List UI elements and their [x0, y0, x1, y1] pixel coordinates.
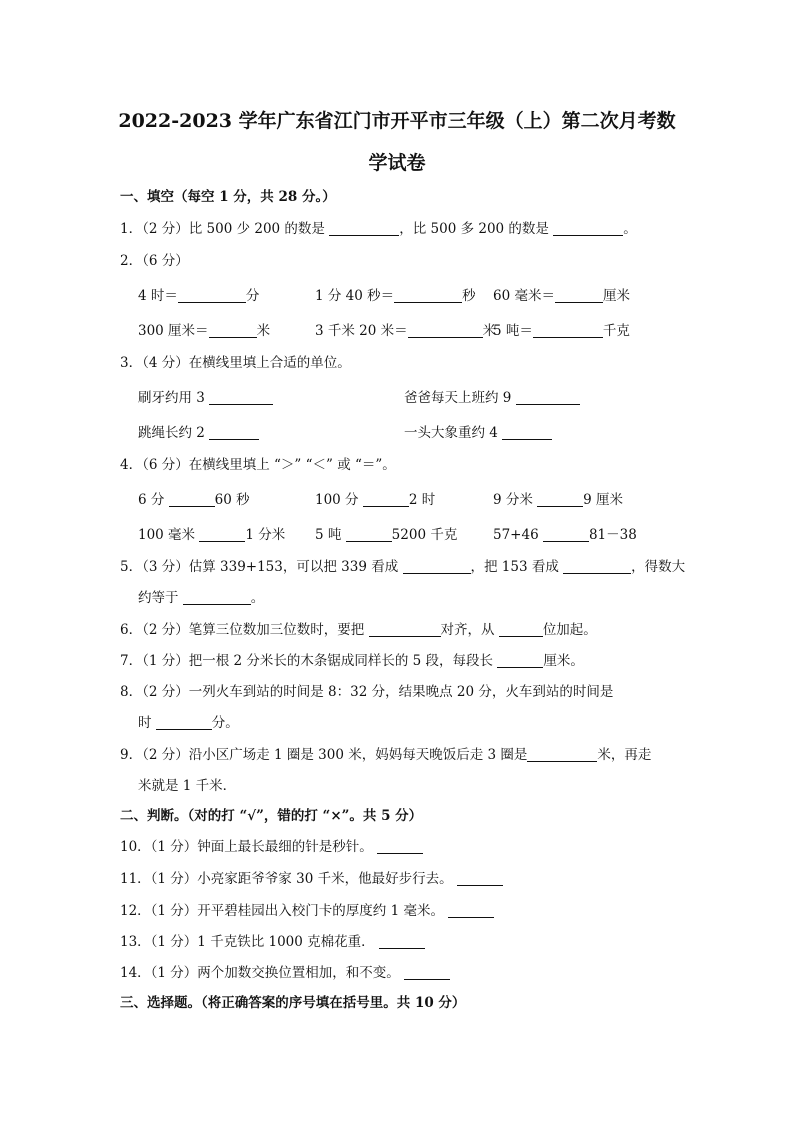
q1-text-b: ，比 500 多 200 的数是: [399, 221, 554, 237]
q8-text-c: 分。: [211, 715, 239, 731]
q4-item: [493, 523, 637, 543]
section-heading-choice: 三、选择题。（将正确答案的序号填在括号里。共 10 分）: [120, 995, 466, 1011]
answer-blank[interactable]: [209, 425, 259, 440]
q4-item-pre: 57+46: [493, 527, 543, 543]
q2-item: [493, 284, 630, 304]
answer-blank[interactable]: [543, 527, 589, 542]
answer-blank[interactable]: [553, 221, 623, 236]
q4-item-post: 5200 千克: [391, 527, 458, 543]
q4-item: [493, 488, 623, 508]
q2-item-pre: 60 毫米＝: [493, 288, 555, 304]
answer-blank[interactable]: [209, 390, 273, 405]
q6-text-a: 6．（2 分）笔算三位数加三位数时，要把: [120, 622, 369, 638]
answer-blank[interactable]: [457, 871, 503, 886]
q12-text: 12．（1 分）开平碧桂园出入校门卡的厚度约 1 毫米。: [120, 903, 449, 919]
q7-text-a: 7．（1 分）把一根 2 分米长的木条锯成同样长的 5 段，每段长: [120, 653, 498, 669]
q3-item: [138, 421, 259, 441]
question-6: [120, 618, 597, 638]
q4-item-pre: 6 分: [138, 492, 169, 508]
q5-text-a: 5．（3 分）估算 339+153，可以把 339 看成: [120, 559, 403, 575]
q2-item-pre: 300 厘米＝: [138, 323, 209, 339]
answer-blank[interactable]: [379, 934, 425, 949]
answer-blank[interactable]: [369, 622, 441, 637]
q9-text-b: 米，再走: [597, 747, 652, 763]
q4-item-post: 9 厘米: [583, 492, 624, 508]
q2-item: [138, 284, 259, 304]
question-1: [120, 217, 637, 237]
answer-blank[interactable]: [403, 559, 471, 574]
q2-item-pre: 3 千米 20 米＝: [315, 323, 408, 339]
q2-item-pre: 1 分 40 秒＝: [315, 288, 395, 304]
q4-item-pre: 100 分: [315, 492, 363, 508]
q2-item: [138, 319, 270, 339]
q4-item: [315, 488, 435, 508]
answer-blank[interactable]: [377, 839, 423, 854]
question-9-line2: 米就是 1 千米．: [138, 778, 237, 794]
answer-blank[interactable]: [346, 527, 392, 542]
question-9-line1: [120, 743, 651, 763]
question-5-line1: [120, 555, 685, 575]
q3-item: [404, 386, 580, 406]
q3-item: [404, 421, 552, 441]
q8-text-b: 时: [138, 715, 156, 731]
q3-item-text: 爸爸每天上班约 9: [404, 390, 516, 406]
question-3-stem: 3．（4 分）在横线里填上合适的单位。: [120, 355, 351, 371]
answer-blank[interactable]: [394, 288, 462, 303]
question-7: [120, 649, 584, 669]
q6-text-b: 对齐，从: [440, 622, 499, 638]
q2-item-post: 厘米: [602, 288, 630, 304]
answer-blank[interactable]: [499, 622, 543, 637]
q3-item-text: 跳绳长约 2: [138, 425, 210, 441]
q2-item-post: 分: [245, 288, 260, 304]
q1-text-a: 1．（2 分）比 500 少 200 的数是: [120, 221, 330, 237]
page-title-line2: 学试卷: [368, 152, 426, 174]
answer-blank[interactable]: [502, 425, 552, 440]
question-8-line1: 8．（2 分）一列火车到站的时间是 8：32 分，结果晚点 20 分，火车到站的时间是: [120, 684, 614, 700]
question-11: [120, 867, 503, 887]
question-8-line2: [138, 711, 239, 731]
q11-text: 11．（1 分）小亮家距爷爷家 30 千米，他最好步行去。: [120, 871, 457, 887]
q2-item-post: 千克: [602, 323, 630, 339]
q2-item: [315, 319, 496, 339]
question-2-stem: 2．（6 分）: [120, 253, 189, 269]
q4-item-post: 1 分米: [245, 527, 286, 543]
q5-text-b: ，把 153 看成: [470, 559, 564, 575]
q1-text-c: 。: [623, 221, 637, 237]
answer-blank[interactable]: [537, 492, 583, 507]
q6-text-c: 位加起。: [542, 622, 597, 638]
q2-item-pre: 4 时＝: [138, 288, 178, 304]
q3-item-text: 一头大象重约 4: [404, 425, 503, 441]
answer-blank[interactable]: [404, 965, 450, 980]
answer-blank[interactable]: [178, 288, 246, 303]
section-heading-judge: 二、判断。（对的打 “√”，错的打 “×”。共 5 分）: [120, 808, 423, 824]
question-12: [120, 899, 494, 919]
q13-text: 13．（1 分）1 千克铁比 1000 克棉花重．: [120, 934, 379, 950]
q2-item: [315, 284, 476, 304]
q2-item-post: 米: [482, 323, 497, 339]
q4-item-post: 2 时: [408, 492, 436, 508]
question-14: [120, 961, 450, 981]
q2-item-post: 秒: [462, 288, 476, 304]
q5-text-c: ，得数大: [631, 559, 686, 575]
page-title-line1: 2022-2023 学年广东省江门市开平市三年级（上）第二次月考数: [118, 110, 676, 132]
q14-text: 14．（1 分）两个加数交换位置相加，和不变。: [120, 965, 405, 981]
question-5-line2: [138, 586, 264, 606]
answer-blank[interactable]: [363, 492, 409, 507]
q5-text-e: 。: [250, 590, 265, 606]
answer-blank[interactable]: [555, 288, 603, 303]
q4-item-post: 81－38: [588, 527, 637, 543]
answer-blank[interactable]: [563, 559, 631, 574]
answer-blank[interactable]: [408, 323, 483, 338]
question-13: [120, 930, 425, 950]
answer-blank[interactable]: [156, 715, 212, 730]
q2-item: [493, 319, 630, 339]
section-heading-fill: 一、填空（每空 1 分，共 28 分。）: [120, 189, 336, 205]
q4-item-pre: 9 分米: [493, 492, 538, 508]
answer-blank[interactable]: [527, 747, 597, 762]
answer-blank[interactable]: [329, 221, 399, 236]
question-4-stem: 4．（6 分）在横线里填上 “＞” “＜” 或 “＝”。: [120, 457, 396, 473]
q10-text: 10．（1 分）钟面上最长最细的针是秒针。: [120, 839, 378, 855]
q9-text-a: 9．（2 分）沿小区广场走 1 圈是 300 米，妈妈每天晚饭后走 3 圈是: [120, 747, 528, 763]
answer-blank[interactable]: [209, 323, 257, 338]
q2-item-post: 米: [256, 323, 271, 339]
answer-blank[interactable]: [533, 323, 603, 338]
answer-blank[interactable]: [448, 903, 494, 918]
answer-blank[interactable]: [169, 492, 215, 507]
question-10: [120, 835, 423, 855]
q4-item: [138, 488, 250, 508]
q3-item: [138, 386, 273, 406]
q3-item-text: 刷牙约用 3: [138, 390, 210, 406]
answer-blank[interactable]: [183, 590, 251, 605]
answer-blank[interactable]: [199, 527, 245, 542]
q2-item-pre: 5 吨＝: [493, 323, 533, 339]
q5-text-d: 约等于: [138, 590, 183, 606]
answer-blank[interactable]: [516, 390, 580, 405]
q4-item-post: 60 秒: [214, 492, 250, 508]
q4-item: [138, 523, 285, 543]
q4-item-pre: 100 毫米: [138, 527, 200, 543]
q7-text-b: 厘米。: [543, 653, 584, 669]
q4-item: [315, 523, 457, 543]
answer-blank[interactable]: [497, 653, 543, 668]
q4-item-pre: 5 吨: [315, 527, 346, 543]
